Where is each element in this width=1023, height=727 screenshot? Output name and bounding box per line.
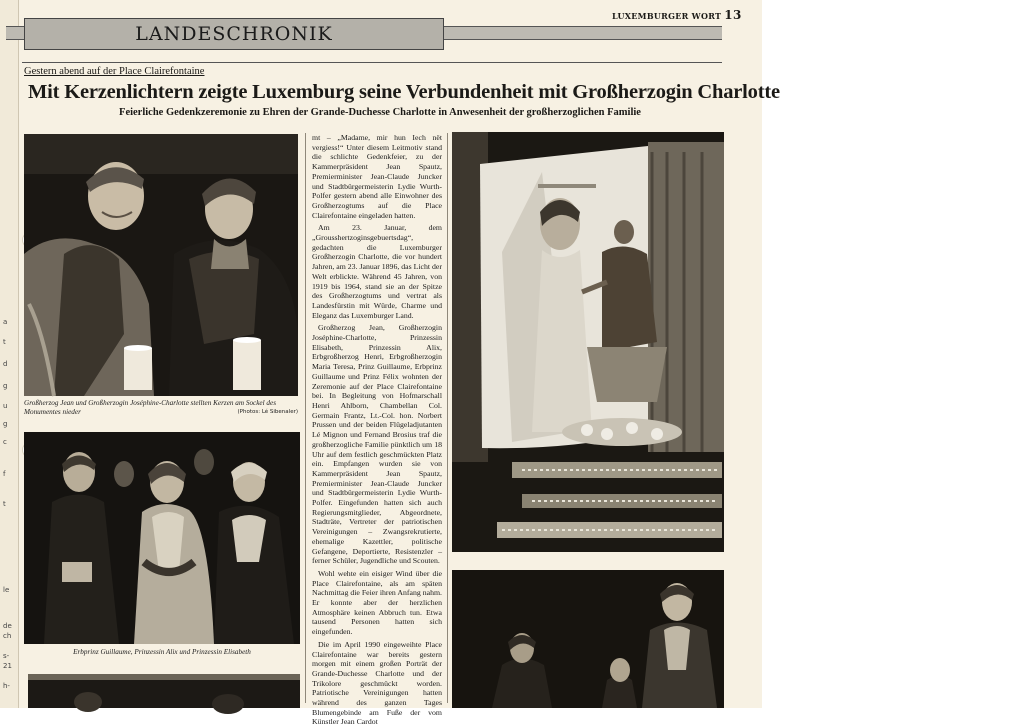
- adjacent-column-fragment: [0, 0, 19, 708]
- article-kicker: Gestern abend auf der Place Clairefontaine: [24, 66, 205, 77]
- photo2-caption-text: Erbprinz Guillaume, Prinzessin Alix und Prinzessin Elisabeth: [73, 648, 251, 656]
- photo-grand-ducal-couple: [24, 134, 298, 396]
- margin-fragment: de: [3, 622, 12, 630]
- margin-fragment: a: [3, 318, 8, 326]
- photo-monument-portrait: [452, 132, 724, 552]
- article-paragraph: Die im April 1990 eingeweihte Place Clairefontaine war bereits gestern morgen mit einem großen Porträt der Grande-Duchesse Charlotte und der Trikolore geschmückt worden. Patriotische Vereinigungen hatten während des ganzen Tages Blumengebinde am Fuße der vom Künstler Jean Cardot: [312, 639, 442, 727]
- page-number: 13: [724, 8, 742, 22]
- section-banner: [6, 18, 722, 48]
- column-rule: [447, 133, 448, 703]
- article-headline: Mit Kerzenlichtern zeigte Luxemburg seine Verbundenheit mit Großherzogin Charlotte: [28, 81, 780, 103]
- margin-fragment: le: [3, 586, 10, 594]
- photo1-caption: [24, 399, 298, 417]
- margin-fragment: ch: [3, 632, 12, 640]
- photo-candle-lighting-image: [452, 570, 724, 708]
- section-title: LANDESCHRONIK: [135, 23, 333, 45]
- margin-fragment: 21: [3, 662, 12, 670]
- article-paragraph: Wohl wehte ein eisiger Wind über die Place Clairefontaine, als am späten Nachmittag die Feier ihren Anfang nahm. Er konnte aber der herzlichen Atmosphäre keinen Abbruch tun. Etwa tausend Personen hatten sich eingefunden.: [312, 568, 442, 637]
- margin-fragment: t: [3, 338, 6, 346]
- article-subheadline: Feierliche Gedenkzeremonie zu Ehren der Grande-Duchesse Charlotte in Anwesenheit der großherzoglichen Familie: [119, 107, 641, 118]
- newspaper-name: LUXEMBURGER WORT: [612, 11, 722, 21]
- article-paragraph: Großherzog Jean, Großherzogin Joséphine-Charlotte, Prinzessin Elisabeth, Prinzessin Alix, Erbgroßherzog Henri, Erbgroßherzogin Maria Teresa, Prinz Guillaume, Erbprinz Guillaume und Prinz Félix wohnten der Zeremonie auf der Place Clairefontaine bei. In Begleitung von Hofmarschall Henri Ahlborn, Chambellan Col. Germain Frantz, Lt.-Col. hon. Norbert Prussen und der beiden Flügeladjutanten Lé Mignon und Fernand Brosius traf die großherzogliche Familie pünktlich um 18 Uhr auf dem festlich geschmückten Platz ein. Empfangen wurden sie von Kammerpräsident Jean Spautz, Premierminister Jean-Claude Juncker und Stadtbürgermeisterin Lydie Wurth-Polfer. Eingefunden hatten sich auch Regierungsmitglieder, Abgeordnete, Stadträte, Vertreter der patriotischen Vereinigungen – Zwangsrekrutierte, ehemalige Kazettler, politische Gefangene, Deportierte, Resistenzler – ferner Schüler, Jugendliche und Scouten.: [312, 323, 442, 566]
- photo-princes-princesses: [24, 432, 300, 644]
- photo1-caption-text: Großherzog Jean und Großherzogin Joséphine-Charlotte stellten Kerzen am Sockel des Monumentes nieder: [24, 399, 276, 416]
- margin-fragment: d: [3, 360, 8, 368]
- margin-fragment: u: [3, 402, 8, 410]
- photo-candle-lighting: [452, 570, 724, 708]
- margin-fragment: g: [3, 420, 8, 428]
- column-rule: [305, 133, 306, 703]
- article-paragraph: Am 23. Januar, dem „Grousshertzoginsgebuertsdag“, gedachten die Luxemburger Großherzogin Charlotte, die vor hundert Jahren, am 23. Januar 1896, das Licht der Welt erblickte. Während 45 Jahren, von 1919 bis 1964, stand sie an der Spitze des Großherzogtums und vertrat als Landesfürstin mit Würde, Charme und Eleganz das Luxemburger Land.: [312, 223, 442, 320]
- photo2-caption: [24, 648, 300, 657]
- section-title-box: [24, 18, 444, 50]
- margin-fragment: g: [3, 382, 8, 390]
- photo-grand-ducal-couple-image: [24, 134, 298, 396]
- margin-fragment: t: [3, 500, 6, 508]
- margin-fragment: h-: [3, 682, 10, 690]
- article-paragraph: mt – „Madame, mir hun Iech nët vergiess!“ Unter diesem Leitmotiv stand die schlichte Gedenkfeier, zu der Kammerpräsident Jean Spautz, Premierminister Jean-Claude Juncker und Stadtbürgermeisterin Lydie Wurth-Polfer gestern abend alle Einwohner des Großherzogtums auf die Place Clairefontaine eingeladen hatten.: [312, 133, 442, 220]
- photo-bottom-fragment: [28, 674, 300, 708]
- margin-fragment: c: [3, 438, 7, 446]
- photo-princes-princesses-image: [24, 432, 300, 644]
- article-body: [312, 133, 442, 727]
- header-rule: [22, 62, 722, 63]
- photo-credit: (Photos: Lé Sibenaler): [237, 409, 298, 415]
- photo-bottom-fragment-image: [28, 674, 300, 708]
- margin-fragment: s-: [3, 652, 10, 660]
- margin-fragment: f: [3, 470, 6, 478]
- photo-monument-portrait-image: [452, 132, 724, 552]
